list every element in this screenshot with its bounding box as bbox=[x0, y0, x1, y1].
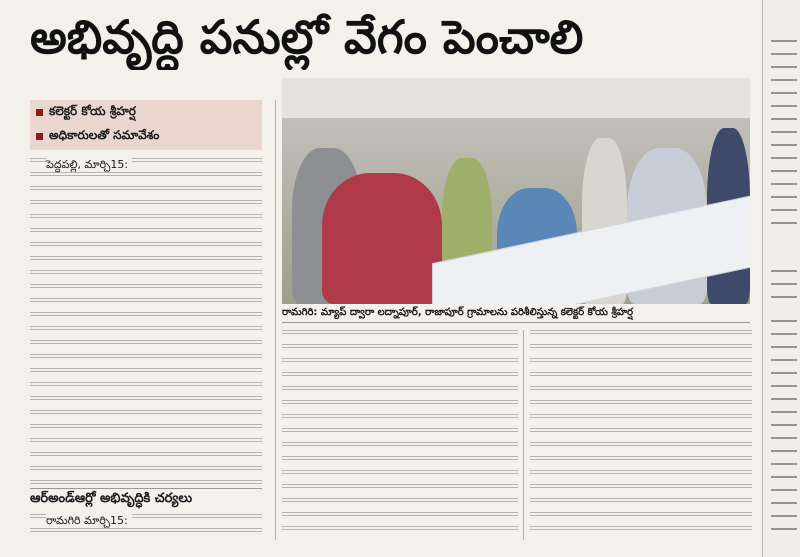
adjacent-text-block bbox=[771, 320, 797, 540]
dateline: పెద్దపల్లి, మార్చి15: bbox=[46, 158, 132, 172]
photo-person bbox=[322, 173, 442, 304]
adjacent-text-block bbox=[771, 270, 797, 300]
body-text-block bbox=[530, 330, 752, 540]
bullet-item: అధికారులతో సమావేశం bbox=[30, 124, 262, 148]
body-text-block bbox=[30, 158, 262, 484]
adjacent-column-strip bbox=[762, 0, 800, 557]
subheading: ఆర్అండ్ఆర్లో అభివృద్ధికి చర్యలు bbox=[30, 488, 262, 509]
dateline-2: రామగిరి మార్చి15: bbox=[46, 514, 132, 528]
bullet-mark-icon bbox=[36, 109, 43, 116]
column-divider bbox=[523, 330, 524, 540]
adjacent-text-block bbox=[771, 40, 797, 230]
bullet-item: కలెక్టర్ కోయ శ్రీహర్ష bbox=[30, 100, 262, 124]
photo-background bbox=[282, 78, 750, 118]
photo-caption: రామగిరి: మ్యాప్ ద్వారా లద్నాపూర్, రాజాపూర్ గ్రామాలను పరిశీలిస్తున్న కలెక్టర్ కోయ శ్రీహర్ష bbox=[282, 304, 750, 323]
bullet-mark-icon bbox=[36, 133, 43, 140]
column-divider bbox=[275, 100, 276, 540]
body-text-block bbox=[282, 330, 518, 540]
bullet-box bbox=[30, 100, 262, 150]
headline: అభివృద్ధి పనుల్లో వేగం పెంచాలి bbox=[30, 10, 584, 64]
news-photo bbox=[282, 78, 750, 304]
